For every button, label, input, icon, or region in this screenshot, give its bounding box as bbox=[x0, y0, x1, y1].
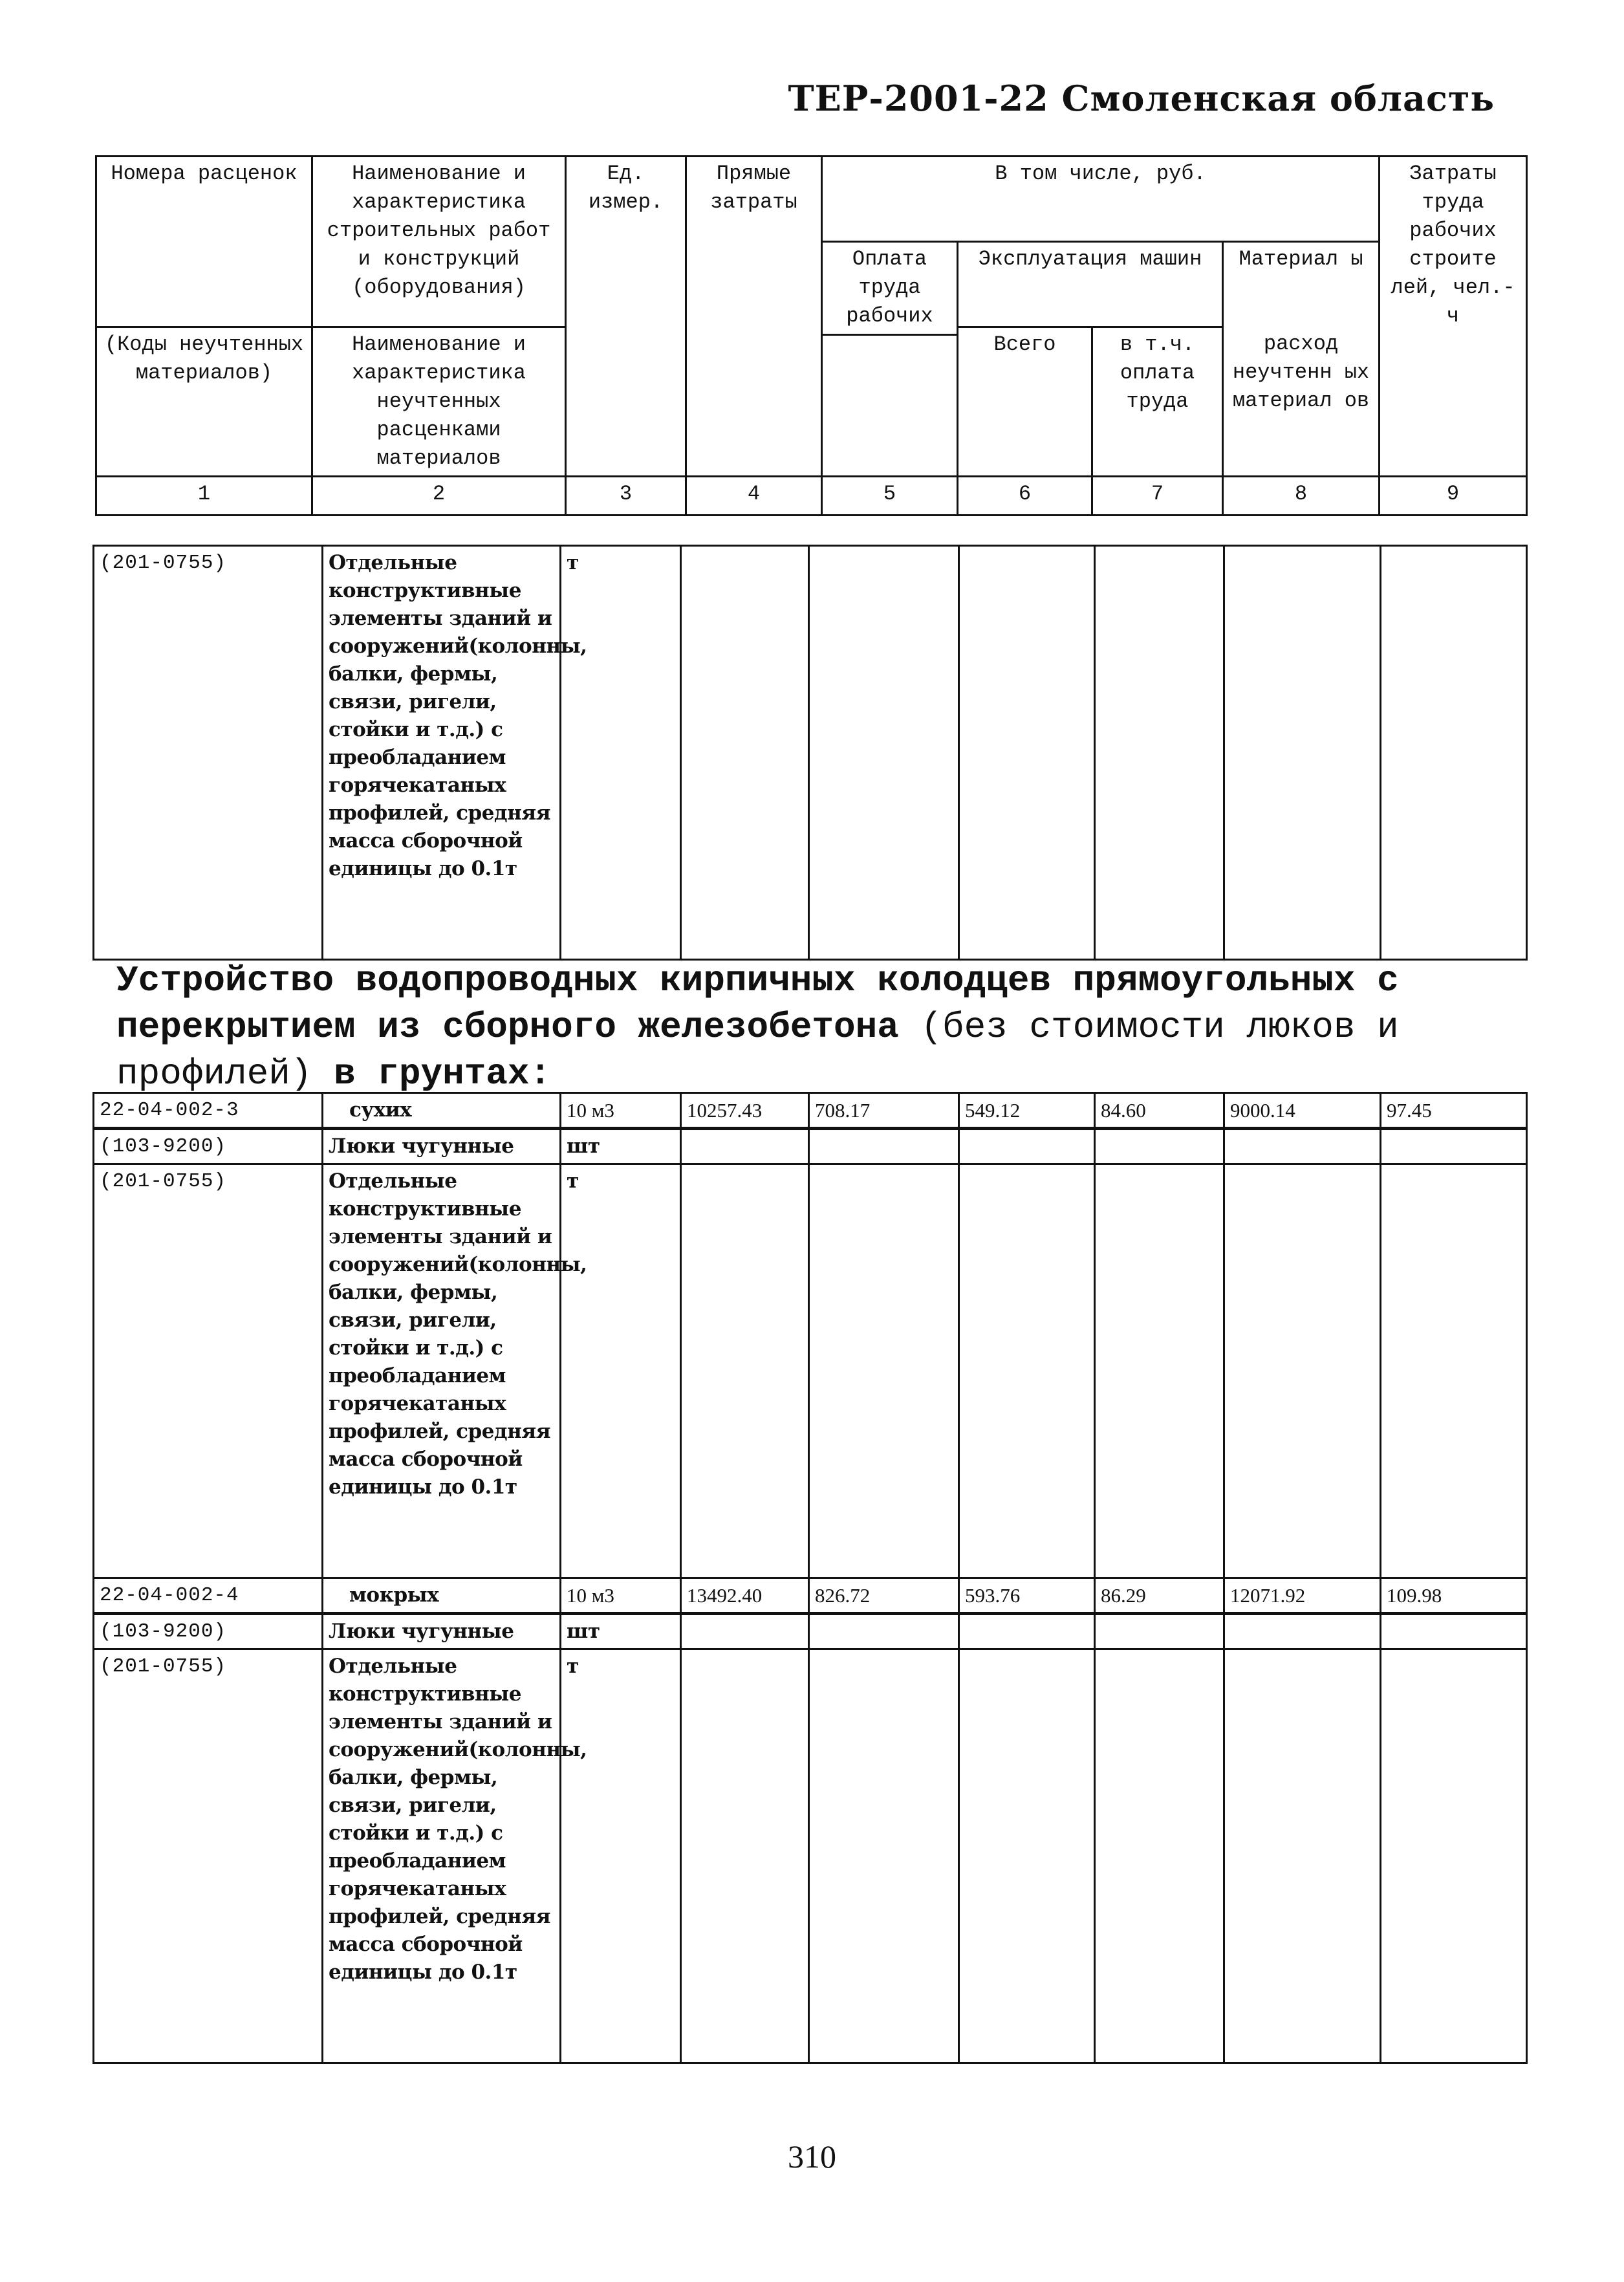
col2-header: Наименование и характеристика строительных работ и конструкций (оборудования) bbox=[312, 157, 566, 327]
rate-machines-labor: 84.60 bbox=[1095, 1093, 1224, 1129]
col4-header: Прямые затраты bbox=[686, 157, 822, 477]
rate-labor: 826.72 bbox=[809, 1578, 959, 1614]
col5-header-spacer bbox=[822, 335, 958, 477]
material-code: (103-9200) bbox=[94, 1614, 323, 1649]
col2-sub-header: Наименование и характеристика неучтенных расценками материалов bbox=[312, 327, 566, 477]
col8-header-top: Материал ы bbox=[1223, 242, 1380, 327]
material-name: Отдельные конструктивные элементы зданий и сооружений(колонны, балки, фермы, связи, ригели, стойки и т.д.) с преобладанием горячекатаных профилей, средняя масса сборочной единицы до 0.1т bbox=[323, 1649, 561, 2063]
material-name: Отдельные конструктивные элементы зданий и сооружений(колонны, балки, фермы, связи, ригели, стойки и т.д.) с преобладанием горячекатаных профилей, средняя масса сборочной единицы до 0.1т bbox=[323, 1164, 561, 1578]
col8-header-bottom: расход неучтенн ых материал ов bbox=[1223, 327, 1380, 477]
material-name: Люки чугунные bbox=[323, 1614, 561, 1649]
rate-unit: 10 м3 bbox=[561, 1578, 681, 1614]
col-num-5: 5 bbox=[822, 477, 958, 516]
section-title-bold2: в грунтах: bbox=[334, 1053, 552, 1094]
material-unit: т bbox=[561, 1164, 681, 1578]
material-unit: шт bbox=[561, 1129, 681, 1164]
col-num-6: 6 bbox=[958, 477, 1092, 516]
col1-header: Номера расценок bbox=[96, 157, 312, 327]
material-code: (201-0755) bbox=[94, 1164, 323, 1578]
material-name: Люки чугунные bbox=[323, 1129, 561, 1164]
rate-hours: 109.98 bbox=[1381, 1578, 1527, 1614]
table-row bbox=[94, 1164, 1527, 1578]
carry-table bbox=[92, 545, 1528, 961]
rate-machines: 549.12 bbox=[959, 1093, 1095, 1129]
rate-labor: 708.17 bbox=[809, 1093, 959, 1129]
table-row bbox=[94, 1129, 1527, 1164]
col-num-2: 2 bbox=[312, 477, 566, 516]
rate-materials: 9000.14 bbox=[1224, 1093, 1381, 1129]
rate-name: сухих bbox=[323, 1093, 561, 1129]
incl-header: В том числе, руб. bbox=[822, 157, 1380, 242]
section-title-normal: (без стоимости люков и профилей) bbox=[116, 1006, 1399, 1094]
carry-code: (201-0755) bbox=[94, 546, 323, 960]
table-row bbox=[94, 1614, 1527, 1649]
material-code: (201-0755) bbox=[94, 1649, 323, 2063]
col1-sub-header: (Коды неучтенных материалов) bbox=[96, 327, 312, 477]
rate-direct: 13492.40 bbox=[681, 1578, 809, 1614]
rate-unit: 10 м3 bbox=[561, 1093, 681, 1129]
rate-machines: 593.76 bbox=[959, 1578, 1095, 1614]
carry-unit: т bbox=[561, 546, 681, 960]
rate-code: 22-04-002-3 bbox=[94, 1093, 323, 1129]
col-num-4: 4 bbox=[686, 477, 822, 516]
col6-header: Всего bbox=[958, 327, 1092, 477]
rate-materials: 12071.92 bbox=[1224, 1578, 1381, 1614]
section-title-bold: Устройство водопроводных кирпичных колодцев прямоугольных с перекрытием из сборного железобетона bbox=[116, 960, 1399, 1048]
rates-table bbox=[92, 1092, 1528, 2064]
col3-header: Ед. измер. bbox=[566, 157, 686, 477]
col-num-7: 7 bbox=[1092, 477, 1223, 516]
rate-code: 22-04-002-4 bbox=[94, 1578, 323, 1614]
rate-hours: 97.45 bbox=[1381, 1093, 1527, 1129]
carry-desc: Отдельные конструктивные элементы зданий и сооружений(колонны, балки, фермы, связи, ригели, стойки и т.д.) с преобладанием горячекатаных профилей, средняя масса сборочной единицы до 0.1т bbox=[323, 546, 561, 960]
section-title bbox=[116, 957, 1507, 1097]
col7-header: в т.ч. оплата труда bbox=[1092, 327, 1223, 477]
expl-header: Эксплуатация машин bbox=[958, 242, 1223, 327]
col9-header: Затраты труда рабочих строите лей, чел.-ч bbox=[1380, 157, 1527, 477]
col-num-9: 9 bbox=[1380, 477, 1527, 516]
col-num-8: 8 bbox=[1223, 477, 1380, 516]
col-num-3: 3 bbox=[566, 477, 686, 516]
col-num-1: 1 bbox=[96, 477, 312, 516]
page-number: 310 bbox=[788, 2138, 836, 2175]
rate-machines-labor: 86.29 bbox=[1095, 1578, 1224, 1614]
material-unit: т bbox=[561, 1649, 681, 2063]
table-row bbox=[94, 1649, 1527, 2063]
rate-direct: 10257.43 bbox=[681, 1093, 809, 1129]
material-code: (103-9200) bbox=[94, 1129, 323, 1164]
table-row bbox=[94, 1093, 1527, 1129]
page-title: ТЕР-2001-22 Смоленская область bbox=[788, 78, 1495, 119]
col5-header: Оплата труда рабочих bbox=[822, 242, 958, 335]
table-row bbox=[94, 1578, 1527, 1614]
header-table bbox=[95, 155, 1528, 516]
rate-name: мокрых bbox=[323, 1578, 561, 1614]
material-unit: шт bbox=[561, 1614, 681, 1649]
